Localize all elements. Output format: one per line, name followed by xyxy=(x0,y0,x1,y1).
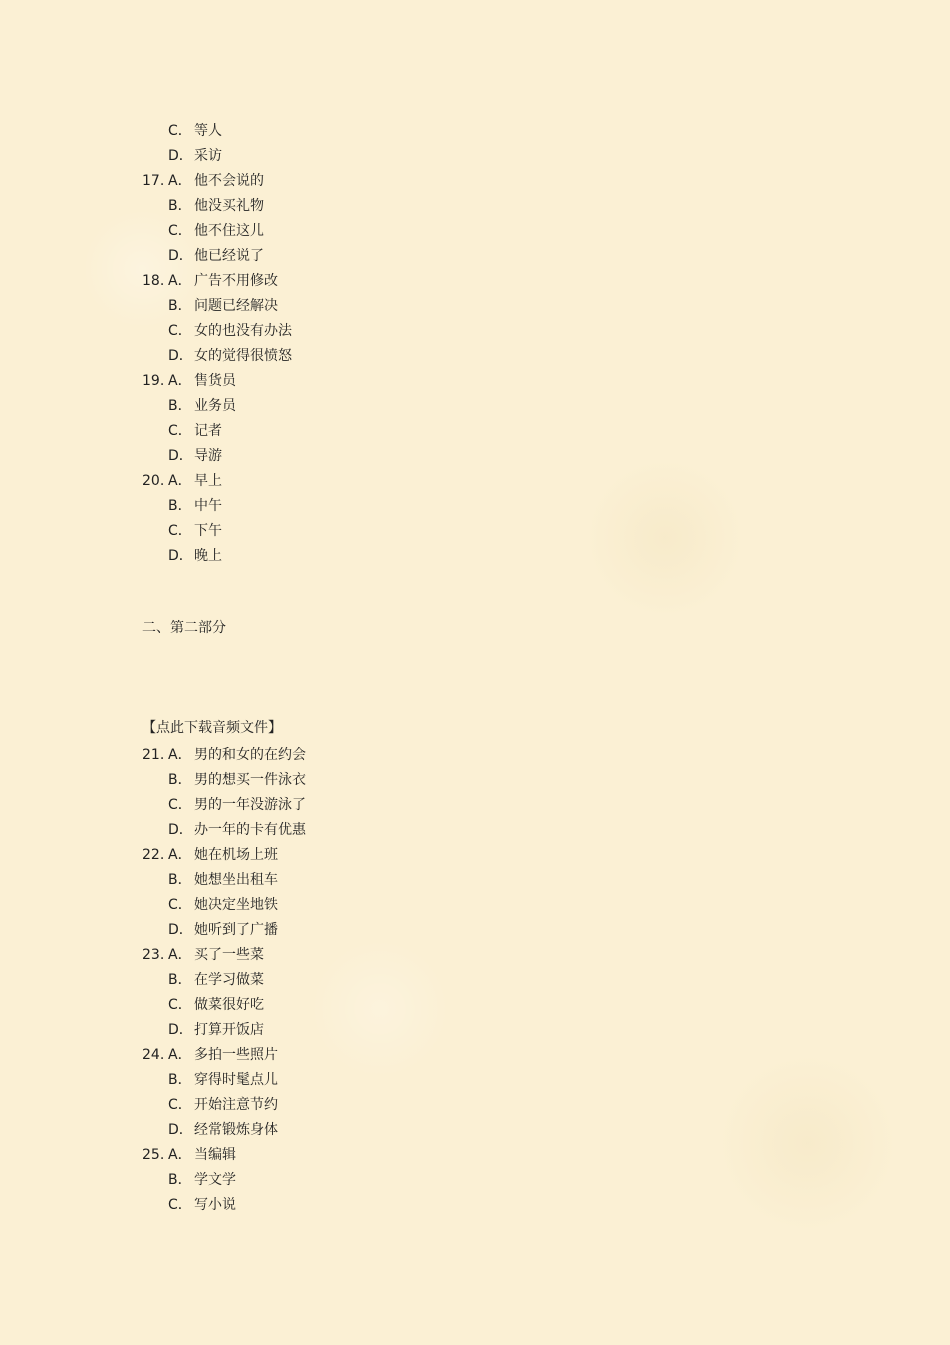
option-text: 广告不用修改 xyxy=(194,273,278,289)
option-letter: A． xyxy=(168,947,192,963)
option-letter: A． xyxy=(168,1147,192,1163)
option-letter: C． xyxy=(168,897,192,913)
option-row xyxy=(142,771,306,789)
option-row xyxy=(142,796,306,814)
question-number: 21. xyxy=(142,747,165,763)
option-text: 他不会说的 xyxy=(194,173,264,189)
option-text: 男的想买一件泳衣 xyxy=(194,772,306,788)
option-row xyxy=(142,322,292,340)
option-text: 早上 xyxy=(194,473,222,489)
option-text: 她想坐出租车 xyxy=(194,872,278,888)
option-letter: D． xyxy=(168,448,193,464)
option-letter: B． xyxy=(168,398,192,414)
option-row xyxy=(142,447,222,465)
question-number: 20. xyxy=(142,473,165,489)
option-text: 他已经说了 xyxy=(194,248,264,264)
question-number: 25. xyxy=(142,1147,165,1163)
option-letter: B． xyxy=(168,872,192,888)
option-text: 导游 xyxy=(194,448,222,464)
option-text: 她决定坐地铁 xyxy=(194,897,278,913)
option-text: 女的觉得很愤怒 xyxy=(194,348,292,364)
option-row xyxy=(142,1121,278,1139)
option-text: 开始注意节约 xyxy=(194,1097,278,1113)
option-letter: B． xyxy=(168,298,192,314)
option-letter: C． xyxy=(168,423,192,439)
option-row xyxy=(142,397,236,415)
option-letter: B． xyxy=(168,498,192,514)
option-text: 晚上 xyxy=(194,548,222,564)
option-letter: C． xyxy=(168,1097,192,1113)
option-text: 售货员 xyxy=(194,373,236,389)
option-text: 穿得时髦点儿 xyxy=(194,1072,278,1088)
option-row xyxy=(142,971,264,989)
option-row xyxy=(142,297,278,315)
option-letter: A． xyxy=(168,173,192,189)
option-text: 中午 xyxy=(194,498,222,514)
question-row xyxy=(142,172,264,190)
option-letter: B． xyxy=(168,1072,192,1088)
option-row xyxy=(142,497,222,515)
option-row xyxy=(142,122,222,140)
question-row xyxy=(142,472,222,490)
option-row xyxy=(142,347,292,365)
option-row xyxy=(142,247,264,265)
option-row xyxy=(142,1171,236,1189)
question-row xyxy=(142,1046,278,1064)
option-row xyxy=(142,996,264,1014)
option-row xyxy=(142,1096,278,1114)
option-text: 买了一些菜 xyxy=(194,947,264,963)
option-letter: B． xyxy=(168,198,192,214)
option-text: 写小说 xyxy=(194,1197,236,1213)
option-text: 她听到了广播 xyxy=(194,922,278,938)
option-row xyxy=(142,422,222,440)
question-number: 19. xyxy=(142,373,165,389)
option-text: 做菜很好吃 xyxy=(194,997,264,1013)
option-text: 经常锻炼身体 xyxy=(194,1122,278,1138)
option-text: 问题已经解决 xyxy=(194,298,278,314)
option-text: 女的也没有办法 xyxy=(194,323,292,339)
option-text: 记者 xyxy=(194,423,222,439)
option-text: 下午 xyxy=(194,523,222,539)
option-letter: C． xyxy=(168,797,192,813)
option-letter: D． xyxy=(168,548,193,564)
option-letter: B． xyxy=(168,972,192,988)
option-row xyxy=(142,197,264,215)
option-letter: D． xyxy=(168,348,193,364)
section-title: 二、第二部分 xyxy=(142,620,226,636)
option-row xyxy=(142,1196,236,1214)
option-row xyxy=(142,896,278,914)
option-row xyxy=(142,921,278,939)
option-letter: D． xyxy=(168,148,193,164)
option-letter: A． xyxy=(168,473,192,489)
option-text: 他没买礼物 xyxy=(194,198,264,214)
option-row xyxy=(142,1071,278,1089)
option-letter: A． xyxy=(168,747,192,763)
option-text: 等人 xyxy=(194,123,222,139)
question-number: 22. xyxy=(142,847,165,863)
option-letter: A． xyxy=(168,847,192,863)
question-number: 18. xyxy=(142,273,165,289)
option-text: 办一年的卡有优惠 xyxy=(194,822,306,838)
option-letter: C． xyxy=(168,997,192,1013)
question-row xyxy=(142,1146,236,1164)
question-row xyxy=(142,846,278,864)
option-text: 打算开饭店 xyxy=(194,1022,264,1038)
option-text: 当编辑 xyxy=(194,1147,236,1163)
option-text: 他不住这儿 xyxy=(194,223,264,239)
option-text: 学文学 xyxy=(194,1172,236,1188)
option-letter: D． xyxy=(168,248,193,264)
question-number: 17. xyxy=(142,173,165,189)
option-text: 男的和女的在约会 xyxy=(194,747,306,763)
option-row xyxy=(142,147,222,165)
option-row xyxy=(142,522,222,540)
option-letter: D． xyxy=(168,822,193,838)
option-letter: D． xyxy=(168,1122,193,1138)
option-letter: C． xyxy=(168,323,192,339)
option-letter: A． xyxy=(168,1047,192,1063)
option-row xyxy=(142,547,222,565)
option-row xyxy=(142,821,306,839)
option-text: 采访 xyxy=(194,148,222,164)
question-row xyxy=(142,372,236,390)
option-text: 男的一年没游泳了 xyxy=(194,797,306,813)
option-letter: D． xyxy=(168,1022,193,1038)
option-letter: B． xyxy=(168,772,192,788)
option-text: 多拍一些照片 xyxy=(194,1047,278,1063)
download-audio-link[interactable]: 【点此下载音频文件】 xyxy=(142,720,282,736)
option-text: 她在机场上班 xyxy=(194,847,278,863)
option-letter: A． xyxy=(168,373,192,389)
option-letter: A． xyxy=(168,273,192,289)
option-letter: C． xyxy=(168,1197,192,1213)
question-number: 23. xyxy=(142,947,165,963)
question-number: 24. xyxy=(142,1047,165,1063)
option-text: 业务员 xyxy=(194,398,236,414)
option-letter: B． xyxy=(168,1172,192,1188)
option-letter: C． xyxy=(168,223,192,239)
question-row xyxy=(142,946,264,964)
option-letter: C． xyxy=(168,523,192,539)
option-row xyxy=(142,222,264,240)
option-letter: D． xyxy=(168,922,193,938)
option-row xyxy=(142,1021,264,1039)
option-row xyxy=(142,871,278,889)
question-row xyxy=(142,272,278,290)
option-letter: C． xyxy=(168,123,192,139)
option-text: 在学习做菜 xyxy=(194,972,264,988)
question-row xyxy=(142,746,306,764)
